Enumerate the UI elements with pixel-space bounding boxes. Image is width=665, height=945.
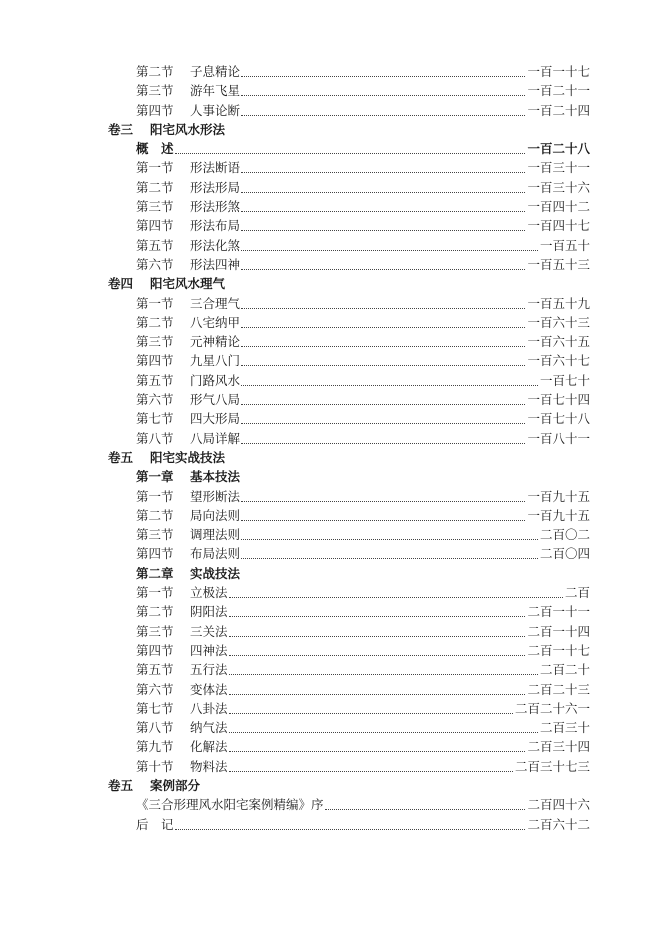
toc-entry[interactable]: [0, 815, 665, 834]
section-title: 立极法: [190, 585, 228, 601]
page-number: 一百七十四: [527, 392, 590, 408]
toc-entry[interactable]: [0, 737, 665, 756]
page-number: 一百六十三: [527, 314, 590, 330]
toc-entry[interactable]: [0, 448, 665, 467]
section-title: 形法断语: [190, 160, 241, 176]
section-title: 八卦法: [190, 700, 228, 716]
dot-leader: [241, 94, 525, 96]
section-title: 变体法: [190, 681, 228, 697]
section-number: 第四节: [136, 642, 174, 658]
dot-leader: [229, 615, 526, 617]
section-title: 纳气法: [190, 720, 228, 736]
volume-title: 案例部分: [150, 777, 201, 793]
toc-entry[interactable]: [0, 487, 665, 506]
section-title: 形法形局: [190, 179, 241, 195]
toc-entry[interactable]: [0, 216, 665, 235]
section-number: 第一节: [136, 585, 174, 601]
section-title: 五行法: [190, 662, 228, 678]
section-number: 第五节: [136, 372, 174, 388]
section-number: 第三节: [136, 334, 174, 350]
section-title: 三关法: [190, 623, 228, 639]
page-number: 二百三十四: [527, 739, 590, 755]
page-number: 一百五十: [539, 237, 590, 253]
toc-entry[interactable]: [0, 506, 665, 525]
page-number: 一百六十七: [527, 353, 590, 369]
toc-entry[interactable]: [0, 699, 665, 718]
toc-entry[interactable]: [0, 139, 665, 158]
dot-leader: [175, 152, 526, 154]
toc-entry[interactable]: [0, 467, 665, 486]
section-number: 第四节: [136, 546, 174, 562]
dot-leader: [229, 770, 513, 772]
dot-leader: [241, 326, 525, 328]
overview-title: 概 述: [136, 141, 174, 157]
dot-leader: [241, 364, 525, 366]
dot-leader: [241, 75, 525, 77]
section-number: 第六节: [136, 256, 174, 272]
toc-entry[interactable]: [0, 795, 665, 814]
dot-leader: [241, 422, 525, 424]
section-number: 第九节: [136, 739, 174, 755]
toc-entry[interactable]: [0, 197, 665, 216]
section-title: 调理法则: [190, 527, 241, 543]
section-number: 第四节: [136, 353, 174, 369]
page-number: 一百三十一: [527, 160, 590, 176]
section-number: 第六节: [136, 681, 174, 697]
dot-leader: [241, 538, 538, 540]
toc-entry[interactable]: [0, 602, 665, 621]
section-title: 四大形局: [190, 411, 241, 427]
section-number: 第一节: [136, 160, 174, 176]
page-number: 一百八十一: [527, 430, 590, 446]
page-number: 一百五十九: [527, 295, 590, 311]
toc-entry[interactable]: [0, 294, 665, 313]
section-title: 四神法: [190, 642, 228, 658]
dot-leader: [229, 693, 526, 695]
dot-leader: [229, 673, 538, 675]
dot-leader: [229, 712, 513, 714]
page-number: 二百二十六一: [514, 700, 590, 716]
section-number: 第三节: [136, 83, 174, 99]
page-number: 一百一十七: [527, 64, 590, 79]
section-title: 子息精论: [190, 64, 241, 79]
volume-title: 阳宅风水理气: [150, 276, 226, 292]
dot-leader: [229, 654, 526, 656]
table-of-contents: [0, 62, 665, 834]
toc-entry[interactable]: [0, 525, 665, 544]
dot-leader: [229, 635, 526, 637]
section-title: 形法化煞: [190, 237, 241, 253]
section-number: 第二节: [136, 507, 174, 523]
toc-entry[interactable]: [0, 158, 665, 177]
section-number: 第一节: [136, 488, 174, 504]
dot-leader: [241, 500, 525, 502]
section-title: 三合理气: [190, 295, 241, 311]
dot-leader: [241, 114, 525, 116]
page-number: 二百〇二: [539, 527, 590, 543]
dot-leader: [241, 249, 538, 251]
toc-entry[interactable]: [0, 351, 665, 370]
toc-entry[interactable]: [0, 409, 665, 428]
dot-leader: [241, 403, 525, 405]
toc-entry[interactable]: [0, 62, 665, 81]
section-number: 第八节: [136, 430, 174, 446]
entry-title: 后 记: [136, 816, 174, 832]
page-number: 二百一十七: [527, 642, 590, 658]
page-number: 一百七十: [539, 372, 590, 388]
dot-leader: [241, 345, 525, 347]
section-title: 形气八局: [190, 392, 241, 408]
page-number: 一百二十一: [527, 83, 590, 99]
volume-number: 卷四: [108, 276, 134, 292]
page-number: 一百三十六: [527, 179, 590, 195]
section-number: 第二节: [136, 179, 174, 195]
dot-leader: [241, 171, 525, 173]
toc-entry[interactable]: [0, 680, 665, 699]
toc-entry[interactable]: [0, 660, 665, 679]
section-title: 阴阳法: [190, 604, 228, 620]
dot-leader: [241, 229, 525, 231]
chapter-title: 基本技法: [190, 469, 241, 485]
section-number: 第七节: [136, 700, 174, 716]
volume-number: 卷三: [108, 121, 134, 137]
toc-entry[interactable]: [0, 236, 665, 255]
dot-leader: [241, 519, 525, 521]
toc-entry[interactable]: [0, 371, 665, 390]
toc-entry[interactable]: [0, 544, 665, 563]
dot-leader: [241, 191, 525, 193]
page-number: 一百二十四: [527, 102, 590, 118]
section-number: 第八节: [136, 720, 174, 736]
toc-entry[interactable]: [0, 718, 665, 737]
dot-leader: [229, 731, 538, 733]
section-title: 局向法则: [190, 507, 241, 523]
toc-entry[interactable]: [0, 81, 665, 100]
page-number: 二百二十三: [527, 681, 590, 697]
page-number: 一百四十二: [527, 199, 590, 215]
entry-title: 《三合形理风水阳宅案例精编》序: [136, 797, 324, 813]
section-title: 九星八门: [190, 353, 241, 369]
toc-entry[interactable]: [0, 390, 665, 409]
dot-leader: [325, 808, 526, 810]
section-title: 望形断法: [190, 488, 241, 504]
page-number: 二百三十七三: [514, 758, 590, 774]
page-number: 二百二十: [539, 662, 590, 678]
page-number: 二百: [564, 585, 590, 601]
chapter-number: 第一章: [136, 469, 174, 485]
section-number: 第四节: [136, 218, 174, 234]
section-title: 门路风水: [190, 372, 241, 388]
dot-leader: [241, 268, 525, 270]
section-title: 元神精论: [190, 334, 241, 350]
dot-leader: [241, 384, 538, 386]
toc-entry[interactable]: [0, 622, 665, 641]
page-number: 二百三十: [539, 720, 590, 736]
toc-entry[interactable]: [0, 313, 665, 332]
page-number: 二百一十四: [527, 623, 590, 639]
dot-leader: [241, 442, 525, 444]
toc-entry[interactable]: [0, 178, 665, 197]
section-number: 第二节: [136, 314, 174, 330]
section-title: 八宅纳甲: [190, 314, 241, 330]
section-title: 形法布局: [190, 218, 241, 234]
toc-entry[interactable]: [0, 101, 665, 120]
dot-leader: [241, 557, 538, 559]
section-number: 第三节: [136, 623, 174, 639]
toc-entry[interactable]: [0, 776, 665, 795]
page-number: 二百六十二: [527, 816, 590, 832]
page-number: 一百九十五: [527, 507, 590, 523]
toc-entry[interactable]: [0, 641, 665, 660]
dot-leader: [229, 750, 526, 752]
section-number: 第七节: [136, 411, 174, 427]
section-title: 八局详解: [190, 430, 241, 446]
toc-entry[interactable]: [0, 274, 665, 293]
toc-entry[interactable]: [0, 429, 665, 448]
page-number: 一百二十八: [527, 141, 590, 157]
toc-entry[interactable]: [0, 120, 665, 139]
page-number: 一百五十三: [527, 256, 590, 272]
toc-entry[interactable]: [0, 255, 665, 274]
section-number: 第五节: [136, 237, 174, 253]
toc-entry[interactable]: [0, 583, 665, 602]
page-number: 一百七十八: [527, 411, 590, 427]
section-title: 游年飞星: [190, 83, 241, 99]
section-title: 人事论断: [190, 102, 241, 118]
dot-leader: [229, 596, 563, 598]
section-title: 形法四神: [190, 256, 241, 272]
page-number: 一百九十五: [527, 488, 590, 504]
section-number: 第二节: [136, 64, 174, 79]
section-title: 化解法: [190, 739, 228, 755]
page-number: 二百〇四: [539, 546, 590, 562]
page-number: 二百一十一: [527, 604, 590, 620]
section-title: 布局法则: [190, 546, 241, 562]
volume-title: 阳宅实战技法: [150, 449, 226, 465]
dot-leader: [241, 307, 525, 309]
section-title: 形法形煞: [190, 199, 241, 215]
page-number: 一百四十七: [527, 218, 590, 234]
page-number: 一百六十五: [527, 334, 590, 350]
toc-entry[interactable]: [0, 564, 665, 583]
toc-entry[interactable]: [0, 757, 665, 776]
section-number: 第六节: [136, 392, 174, 408]
volume-number: 卷五: [108, 449, 134, 465]
section-number: 第一节: [136, 295, 174, 311]
section-number: 第三节: [136, 199, 174, 215]
section-number: 第十节: [136, 758, 174, 774]
chapter-title: 实战技法: [190, 565, 241, 581]
page-number: 二百四十六: [527, 797, 590, 813]
dot-leader: [175, 828, 526, 830]
section-number: 第五节: [136, 662, 174, 678]
dot-leader: [241, 210, 525, 212]
volume-number: 卷五: [108, 777, 134, 793]
chapter-number: 第二章: [136, 565, 174, 581]
section-number: 第三节: [136, 527, 174, 543]
section-title: 物料法: [190, 758, 228, 774]
section-number: 第二节: [136, 604, 174, 620]
section-number: 第四节: [136, 102, 174, 118]
volume-title: 阳宅风水形法: [150, 121, 226, 137]
toc-entry[interactable]: [0, 332, 665, 351]
